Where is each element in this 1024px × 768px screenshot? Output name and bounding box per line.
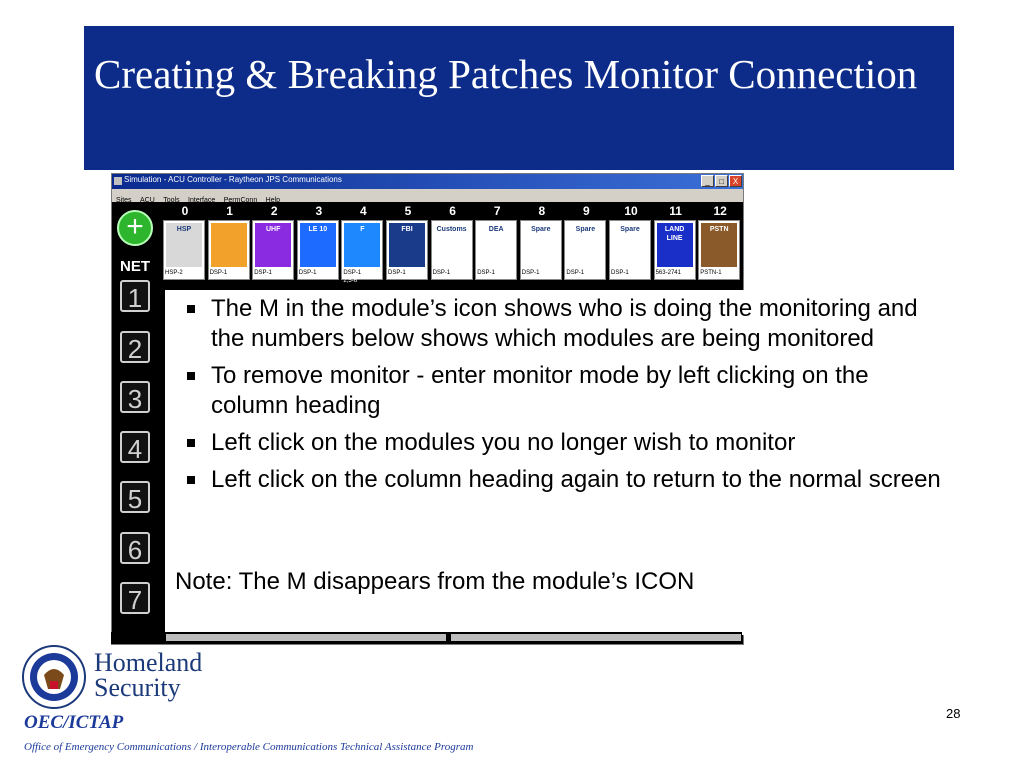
module-label: DSP-1 (521, 270, 540, 276)
scroll-segment-right[interactable] (451, 634, 741, 641)
module-label: DSP-1 (566, 270, 585, 276)
module-tile[interactable] (341, 220, 383, 284)
note-text: Note: The M disappears from the module’s ICON (175, 568, 695, 595)
module-label: DSP-1 (477, 270, 495, 276)
app-icon (114, 177, 122, 185)
module-tile[interactable] (609, 220, 651, 280)
module-icon: FBI (389, 223, 425, 267)
module-tile[interactable] (163, 220, 205, 280)
column-heading-10[interactable]: 10 (624, 204, 638, 218)
scroll-segment-left[interactable] (166, 634, 446, 641)
module-label: 563-2741 (655, 270, 681, 276)
column-heading-5[interactable]: 5 (404, 204, 412, 218)
module-label: HSP-2 (165, 270, 183, 276)
window-title: Simulation - ACU Controller - Raytheon JPS Communications (124, 175, 342, 184)
net-label: NET (120, 258, 150, 275)
module-tile[interactable] (698, 220, 740, 280)
module-tile[interactable] (520, 220, 562, 280)
bullet-item: Left click on the modules you no longer wish to monitor (175, 428, 950, 458)
module-tile[interactable] (208, 220, 250, 280)
menu-tools[interactable]: Tools (163, 197, 180, 204)
module-icon: Spare (523, 223, 559, 267)
column-heading-4[interactable]: 4 (360, 204, 367, 218)
module-tile[interactable] (654, 220, 696, 280)
module-icon: LE 10 (300, 223, 336, 267)
close-button[interactable]: X (729, 175, 742, 187)
brand-line-1: Homeland (94, 648, 203, 677)
program-long-name: Office of Emergency Communications / Interoperable Communications Technical Assistance Program (24, 741, 474, 753)
dhs-seal-icon (22, 645, 86, 709)
net-button-5[interactable]: 5 (120, 481, 150, 513)
menu-interface[interactable]: Interface (188, 197, 216, 204)
net-button-7[interactable]: 7 (120, 582, 150, 614)
module-label: DSP-1 (388, 270, 406, 276)
net-button-4[interactable]: 4 (120, 431, 150, 463)
bullet-item: Left click on the column heading again to return to the normal screen (175, 465, 950, 495)
slide-content (165, 290, 958, 635)
menu-permconn[interactable]: PermConn (223, 197, 258, 204)
window-titlebar[interactable] (112, 174, 743, 189)
module-label: DSP-1 (298, 270, 317, 276)
menu-bar (112, 189, 743, 202)
module-icon: Spare (612, 223, 648, 267)
menu-help[interactable]: Help (265, 197, 281, 204)
slide-title: Creating & Breaking Patches Monitor Connection (94, 51, 918, 97)
minimize-button[interactable]: _ (701, 175, 714, 187)
program-short-name: OEC/ICTAP (24, 712, 124, 733)
homeland-security-wordmark (94, 650, 202, 700)
module-icon: UHF (255, 223, 291, 267)
module-icon (211, 223, 247, 267)
module-icon: F (344, 223, 380, 267)
module-row (163, 220, 743, 282)
module-icon: HSP (166, 223, 202, 267)
module-tile[interactable] (252, 220, 294, 280)
page-number: 28 (946, 706, 961, 721)
module-icon: LAND LINE (657, 223, 693, 267)
net-button-3[interactable]: 3 (120, 381, 150, 413)
module-tile[interactable] (475, 220, 517, 280)
module-monitor-list: 2,5-6 (343, 278, 358, 284)
menu-acu[interactable]: ACU (140, 197, 155, 204)
module-icon: DEA (478, 223, 514, 267)
column-heading-7[interactable]: 7 (493, 204, 501, 218)
column-heading-2[interactable]: 2 (270, 204, 278, 218)
module-label: DSP-1 (432, 270, 451, 276)
column-heading-6[interactable]: 6 (449, 204, 456, 218)
net-button-6[interactable]: 6 (120, 532, 150, 564)
bullet-list (175, 294, 950, 502)
column-heading-9[interactable]: 9 (583, 204, 590, 218)
module-label: PSTN-1 (700, 270, 722, 276)
module-tile[interactable] (386, 220, 428, 280)
module-tile[interactable] (431, 220, 473, 280)
net-button-2[interactable]: 2 (120, 331, 150, 363)
net-button-1[interactable]: 1 (120, 280, 150, 312)
module-label: DSP-1 (611, 270, 629, 276)
brand-line-2: Security (94, 673, 181, 702)
module-label: DSP-1 (254, 270, 272, 276)
column-headings (163, 204, 743, 218)
column-heading-11[interactable]: 11 (669, 204, 682, 218)
column-heading-8[interactable]: 8 (538, 204, 546, 218)
column-heading-12[interactable]: 12 (713, 204, 727, 218)
column-heading-3[interactable]: 3 (315, 204, 323, 218)
module-tile[interactable] (297, 220, 339, 280)
window-bottom-bar (111, 632, 742, 644)
bullet-item: To remove monitor - enter monitor mode by left clicking on the column heading (175, 361, 950, 421)
module-icon: Spare (567, 223, 603, 267)
module-icon: PSTN (701, 223, 737, 267)
slide-title-bar (84, 26, 954, 170)
column-heading-1[interactable]: 1 (226, 204, 233, 218)
bullet-item: The M in the module’s icon shows who is doing the monitoring and the numbers below shows which modules are being monitored (175, 294, 950, 354)
module-label: DSP-1 (209, 270, 228, 276)
module-icon: Customs (434, 223, 470, 267)
module-label: DSP-1 (343, 270, 362, 276)
column-heading-0[interactable]: 0 (181, 204, 189, 218)
menu-sites[interactable]: Sites (116, 197, 132, 204)
module-tile[interactable] (564, 220, 606, 280)
add-patch-button[interactable]: + (117, 210, 153, 246)
maximize-button[interactable]: □ (715, 175, 728, 187)
